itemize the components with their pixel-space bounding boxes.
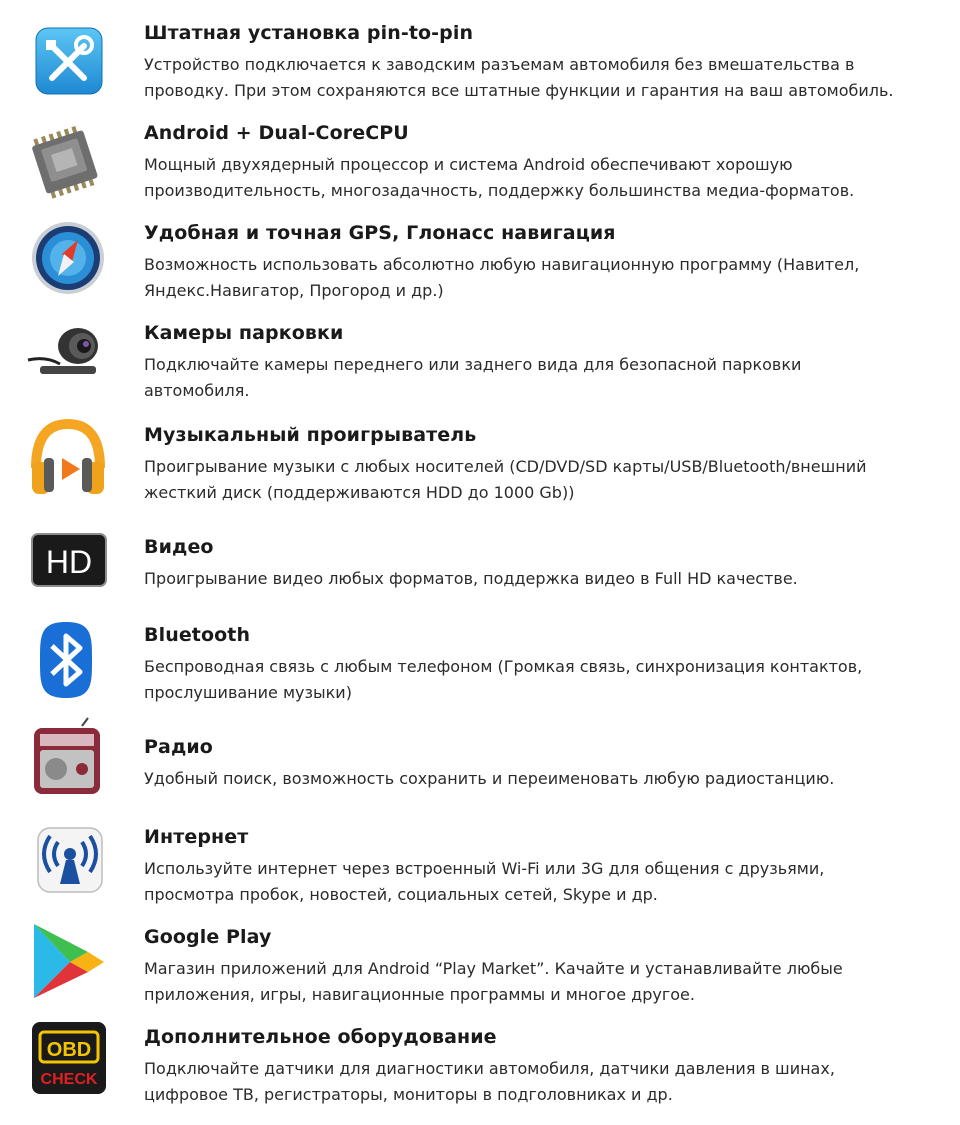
description-line: Яндекс.Навигатор, Прогород и др.) [144,281,444,300]
feature-title: Android + Dual-CoreCPU [144,122,409,144]
feature-description [144,454,944,506]
feature-description [144,566,944,592]
feature-description [144,252,944,304]
feature-title: Видео [144,536,214,558]
google-play-icon [26,922,110,1006]
obd-label: OBD [46,1039,92,1061]
description-line: автомобиля. [144,381,250,400]
cpu-chip-icon [26,120,110,204]
description-line: Проигрывание видео любых форматов, поддержка видео в Full HD качестве. [144,569,798,588]
radio-icon [26,716,110,800]
feature-description [144,766,944,792]
description-line: Возможность использовать абсолютно любую навигационную программу (Навител, [144,255,860,274]
compass-icon [26,222,110,306]
description-line: Подключайте камеры переднего или заднего вида для безопасной парковки [144,355,802,374]
check-label: CHECK [40,1071,98,1088]
description-line: Удобный поиск, возможность сохранить и переименовать любую радиостанцию. [144,769,835,788]
feature-title: Удобная и точная GPS, Глонасс навигация [144,222,616,244]
description-line: проводку. При этом сохраняются все штатные функции и гарантия на ваш автомобиль. [144,81,894,100]
feature-title: Музыкальный проигрыватель [144,424,477,446]
feature-title: Google Play [144,926,272,948]
feature-description [144,654,944,706]
feature-title: Интернет [144,826,249,848]
feature-description [144,856,944,908]
description-line: Мощный двухядерный процессор и система Android обеспечивают хорошую [144,155,793,174]
bluetooth-icon [26,620,110,704]
description-line: прослушивание музыки) [144,683,352,702]
description-line: Магазин приложений для Android “Play Market”. Качайте и устанавливайте любые [144,959,843,978]
feature-title: Дополнительное оборудование [144,1026,497,1048]
feature-description [144,352,944,404]
feature-description [144,52,944,104]
description-line: Устройство подключается к заводским разъемам автомобиля без вмешательства в [144,55,855,74]
parking-camera-icon [26,320,110,404]
feature-title: Радио [144,736,213,758]
description-line: Подключайте датчики для диагностики автомобиля, датчики давления в шинах, [144,1059,835,1078]
description-line: просмотра пробок, новостей, социальных сетей, Skype и др. [144,885,658,904]
feature-title: Камеры парковки [144,322,344,344]
feature-title: Bluetooth [144,624,251,646]
feature-description [144,1056,944,1108]
description-line: приложения, игры, навигационные программы и многое другое. [144,985,695,1004]
hd-icon-label: HD [45,544,93,580]
tools-icon [26,26,110,110]
feature-title: Штатная установка pin-to-pin [144,22,474,44]
description-line: Проигрывание музыки с любых носителей (CD/DVD/SD карты/USB/Bluetooth/внешний [144,457,867,476]
hd-video-icon [26,532,110,616]
description-line: цифровое ТВ, регистраторы, мониторы в подголовниках и др. [144,1085,673,1104]
headphones-icon [26,418,110,502]
description-line: жесткий диск (поддерживаются HDD до 1000 Gb)) [144,483,575,502]
description-line: Используйте интернет через встроенный Wi-Fi или 3G для общения с друзьями, [144,859,825,878]
wifi-antenna-icon [26,824,110,908]
description-line: Беспроводная связь с любым телефоном (Громкая связь, синхронизация контактов, [144,657,863,676]
feature-description [144,152,944,204]
description-line: производительность, многозадачность, поддержку большинства медиа-форматов. [144,181,855,200]
feature-description [144,956,944,1008]
obd-check-icon [26,1022,110,1106]
